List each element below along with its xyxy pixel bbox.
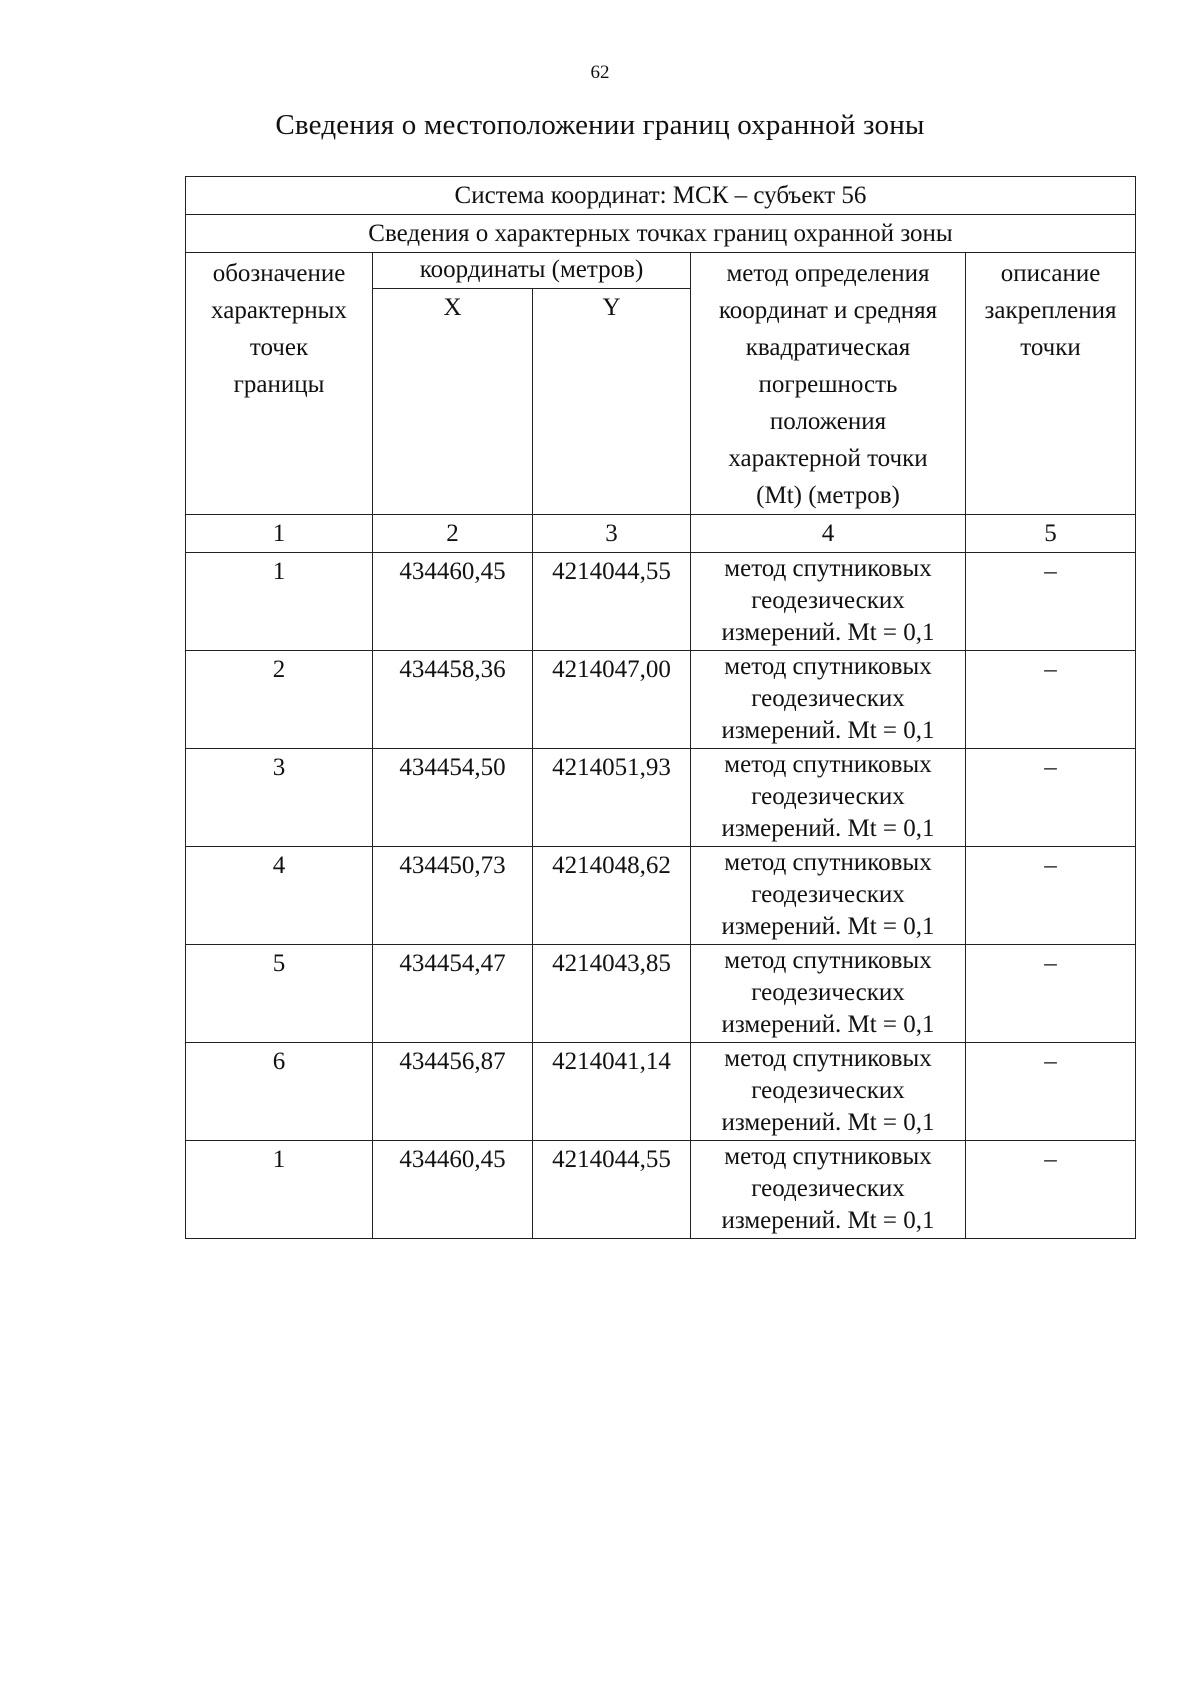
column-number: 1 <box>186 515 373 553</box>
description-cell: – <box>966 1141 1136 1239</box>
header-method <box>691 253 966 515</box>
method-line: метод спутниковых <box>724 1143 932 1170</box>
method-line: измерений. Mt = 0,1 <box>721 815 935 842</box>
method-line: измерений. Mt = 0,1 <box>721 1011 935 1038</box>
method-line: метод спутниковых <box>724 751 932 778</box>
table-body <box>186 553 1136 1239</box>
header-method-line: координат и средняя <box>718 297 938 324</box>
method-cell <box>691 847 966 945</box>
header-y: Y <box>533 288 691 514</box>
coordinate-system-caption: Система координат: МСК – субъект 56 <box>186 177 1136 215</box>
header-designation-line: обозначение <box>212 260 346 287</box>
table-row <box>186 847 1136 945</box>
y-coordinate-cell: 4214051,93 <box>533 749 691 847</box>
method-line: геодезических <box>751 587 905 614</box>
x-coordinate-cell: 434458,36 <box>373 651 533 749</box>
point-number-cell: 3 <box>186 749 373 847</box>
x-coordinate-cell: 434454,47 <box>373 945 533 1043</box>
method-line: геодезических <box>751 1175 905 1202</box>
column-number: 5 <box>966 515 1136 553</box>
description-cell: – <box>966 553 1136 651</box>
method-cell <box>691 749 966 847</box>
method-cell <box>691 651 966 749</box>
point-number-cell: 5 <box>186 945 373 1043</box>
table-row <box>186 1141 1136 1239</box>
header-x: X <box>373 288 533 514</box>
point-number-cell: 1 <box>186 553 373 651</box>
header-description-line: точки <box>1020 334 1081 361</box>
boundary-points-table <box>185 176 1136 1239</box>
table-row <box>186 1043 1136 1141</box>
table-row <box>186 553 1136 651</box>
method-line: метод спутниковых <box>724 555 932 582</box>
method-line: измерений. Mt = 0,1 <box>721 1109 935 1136</box>
x-coordinate-cell: 434456,87 <box>373 1043 533 1141</box>
column-number: 4 <box>691 515 966 553</box>
method-line: геодезических <box>751 1077 905 1104</box>
y-coordinate-cell: 4214044,55 <box>533 553 691 651</box>
point-number-cell: 4 <box>186 847 373 945</box>
y-coordinate-cell: 4214048,62 <box>533 847 691 945</box>
table-row <box>186 651 1136 749</box>
method-line: геодезических <box>751 783 905 810</box>
y-coordinate-cell: 4214041,14 <box>533 1043 691 1141</box>
method-cell <box>691 945 966 1043</box>
x-coordinate-cell: 434454,50 <box>373 749 533 847</box>
method-line: геодезических <box>751 979 905 1006</box>
x-coordinate-cell: 434460,45 <box>373 553 533 651</box>
header-method-line: (Mt) (метров) <box>756 482 900 509</box>
point-number-cell: 6 <box>186 1043 373 1141</box>
header-designation <box>186 253 373 515</box>
method-line: метод спутниковых <box>724 1045 932 1072</box>
header-designation-line: границы <box>233 371 325 398</box>
column-number: 3 <box>533 515 691 553</box>
header-coordinates: координаты (метров) <box>373 253 691 289</box>
header-method-line: метод определения <box>726 260 930 287</box>
header-description <box>966 253 1136 515</box>
document-title: Сведения о местоположении границ охранной зоны <box>275 109 925 141</box>
method-line: измерений. Mt = 0,1 <box>721 717 935 744</box>
method-line: измерений. Mt = 0,1 <box>721 1207 935 1234</box>
method-line: метод спутниковых <box>724 653 932 680</box>
table-row <box>186 945 1136 1043</box>
description-cell: – <box>966 847 1136 945</box>
y-coordinate-cell: 4214044,55 <box>533 1141 691 1239</box>
description-cell: – <box>966 651 1136 749</box>
method-line: измерений. Mt = 0,1 <box>721 619 935 646</box>
point-number-cell: 2 <box>186 651 373 749</box>
method-cell <box>691 1141 966 1239</box>
table-subtitle: Сведения о характерных точках границ охранной зоны <box>186 215 1136 253</box>
description-cell: – <box>966 945 1136 1043</box>
x-coordinate-cell: 434450,73 <box>373 847 533 945</box>
header-designation-line: характерных <box>211 297 347 324</box>
column-number: 2 <box>373 515 533 553</box>
x-coordinate-cell: 434460,45 <box>373 1141 533 1239</box>
method-line: метод спутниковых <box>724 947 932 974</box>
page-number: 62 <box>590 62 610 83</box>
header-method-line: характерной точки <box>728 445 928 472</box>
header-method-line: квадратическая <box>745 334 911 361</box>
y-coordinate-cell: 4214043,85 <box>533 945 691 1043</box>
table-row <box>186 749 1136 847</box>
point-number-cell: 1 <box>186 1141 373 1239</box>
header-description-line: описание <box>1000 260 1101 287</box>
header-designation-line: точек <box>249 334 309 361</box>
method-cell <box>691 553 966 651</box>
header-method-line: погрешность <box>758 371 898 398</box>
method-line: геодезических <box>751 685 905 712</box>
header-method-line: положения <box>769 408 887 435</box>
method-line: метод спутниковых <box>724 849 932 876</box>
description-cell: – <box>966 749 1136 847</box>
description-cell: – <box>966 1043 1136 1141</box>
method-line: измерений. Mt = 0,1 <box>721 913 935 940</box>
method-line: геодезических <box>751 881 905 908</box>
header-description-line: закрепления <box>984 297 1117 324</box>
y-coordinate-cell: 4214047,00 <box>533 651 691 749</box>
method-cell <box>691 1043 966 1141</box>
